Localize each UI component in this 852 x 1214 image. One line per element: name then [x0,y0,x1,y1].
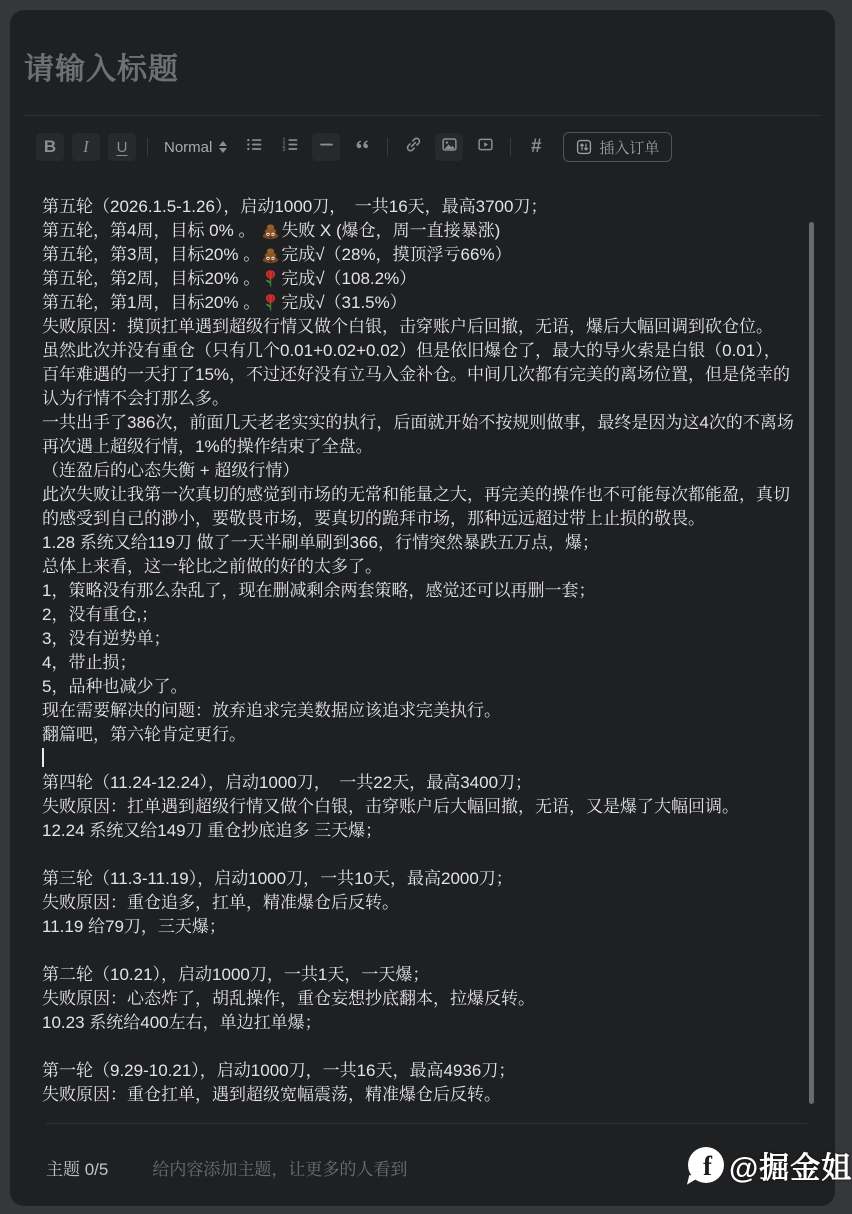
bullet-list-button[interactable] [240,133,268,161]
editor-line[interactable]: 翻篇吧，第六轮肯定更行。 [42,725,246,744]
editor-line[interactable]: 1.28 系统又给119刀 做了一天半刷单刷到366，行情突然暴跌五万点，爆； [42,533,599,552]
format-select[interactable] [164,139,227,156]
editor-line[interactable]: 3，没有逆势单； [42,629,171,648]
editor-line[interactable]: 第三轮（11.3-11.19），启动1000刀，一共10天，最高2000刀； [42,869,513,888]
editor-line[interactable]: 失败原因：摸顶扛单遇到超级行情又做个白银，击穿账户后回撤，无语，爆后大幅回调到砍仓位。 [42,317,773,336]
insert-order-button[interactable] [563,132,672,162]
editor-line[interactable]: 失败原因：心态炸了，胡乱操作，重仓妄想抄底翻本，拉爆反转。 [42,989,535,1008]
rose-emoji [261,269,280,288]
editor-line[interactable]: 第五轮，第4周，目标 0% 。 失败 X (爆仓，周一直接暴涨) [42,221,501,240]
horizontal-rule-icon [318,136,335,158]
title-input[interactable]: 请输入标题 [24,53,179,86]
blockquote-button[interactable] [348,133,376,161]
editor-line[interactable]: 10.23 系统给400左右，单边扛单爆； [42,1013,322,1032]
svg-text:1: 1 [282,137,286,144]
facebook-f-glyph: f [703,1151,712,1181]
horizontal-rule-button[interactable] [312,133,340,161]
toolbar [24,130,672,164]
svg-text:3: 3 [282,147,286,153]
italic-icon: I [83,137,89,156]
editor-line[interactable] [42,843,813,867]
editor-line[interactable] [42,1035,813,1059]
watermark-handle: @掘金姐 [729,1152,852,1185]
toolbar-separator [147,138,148,156]
editor-line[interactable] [42,747,813,771]
facebook-icon [688,1147,724,1183]
editor-line[interactable]: 失败原因：重仓追多，扛单，精准爆仓后反转。 [42,893,399,912]
editor-line[interactable]: 1，策略没有那么杂乱了，现在删减剩余两套策略，感觉还可以再删一套； [42,581,596,600]
editor-line[interactable]: 4，带止损； [42,653,137,672]
editor-line[interactable]: 第五轮，第2周，目标20% 。 完成√（108.2%） [42,269,417,288]
editor-line[interactable]: 失败原因：扛单遇到超级行情又做个白银，击穿账户后大幅回撤，无语，又是爆了大幅回调。 [42,797,739,816]
editor-line[interactable]: 现在需要解决的问题：放弃追求完美数据应该追求完美执行。 [42,701,501,720]
footer-divider [46,1123,807,1124]
format-select-value: Normal [164,138,213,156]
editor-line[interactable]: 第二轮（10.21），启动1000刀，一共1天，一天爆； [42,965,430,984]
editor-line[interactable]: 2，没有重仓,； [42,605,159,624]
editor-line[interactable]: 百年难遇的一天打了15%，不过还好没有立马入金补仓。中间几次都有完美的离场位置，但是侥幸的 [42,365,791,384]
editor-line[interactable]: 总体上来看，这一轮比之前做的好的太多了。 [42,557,382,576]
ordered-list-icon [282,136,299,158]
insert-order-icon [576,139,592,155]
editor-line[interactable]: 第四轮（11.24-12.24），启动1000刀， 一共22天，最高3400刀； [42,773,533,792]
blockquote-icon [354,136,371,158]
editor-line[interactable]: 此次失败让我第一次真切的感觉到市场的无常和能量之大，再完美的操作也不可能每次都能盈，真切 [42,485,790,504]
image-button[interactable] [435,133,463,161]
editor-line[interactable]: 再次遇上超级行情，1%的操作结束了全盘。 [42,437,373,456]
editor-scrollbar-thumb[interactable] [809,222,814,1104]
italic-button[interactable] [72,133,100,161]
underline-button[interactable] [108,133,136,161]
poop-emoji [261,245,280,264]
ordered-list-button[interactable] [276,133,304,161]
add-topic-button[interactable]: 给内容添加主题，让更多的人看到 [152,1160,408,1179]
link-icon [405,136,422,158]
svg-text:2: 2 [282,142,286,149]
video-icon [477,136,494,158]
editor-line[interactable]: 12.24 系统又给149刀 重仓抄底追多 三天爆； [42,821,383,840]
image-icon [441,136,458,158]
editor-card [10,10,835,1206]
editor-line[interactable]: 第五轮，第1周，目标20% 。 完成√（31.5%） [42,293,407,312]
bold-icon: B [43,137,57,156]
editor-body[interactable] [42,195,813,1136]
editor-line[interactable]: （连盈后的心态失衡 + 超级行情） [42,461,300,480]
footer [46,1155,407,1180]
editor-line[interactable]: 认为行情不会打那么多。 [42,389,229,408]
rose-emoji [261,293,280,312]
insert-order-label: 插入订单 [599,139,660,157]
video-button[interactable] [471,133,499,161]
editor-line[interactable]: 虽然此次并没有重仓（只有几个0.01+0.02+0.02）但是依旧爆仓了，最大的导火索是白银（0.01）， [42,341,781,360]
editor-line[interactable] [42,939,813,963]
editor-line[interactable]: 第五轮，第3周，目标20% 。 完成√（28%，摸顶浮亏66%） [42,245,512,264]
poop-emoji [261,221,280,240]
editor-line[interactable]: 一共出手了386次，前面几天老老实实的执行，后面就开始不按规则做事，最终是因为这4次的不离场 [42,413,794,432]
editor-line[interactable]: 的感受到自己的渺小，要敬畏市场，要真切的跪拜市场，那种远远超过带上止损的敬畏。 [42,509,705,528]
editor-line[interactable]: 5，品种也减少了。 [42,677,188,696]
editor-line[interactable]: 失败原因：重仓扛单，遇到超级宽幅震荡，精准爆仓后反转。 [42,1085,501,1104]
bullet-list-icon [246,136,263,158]
editor-line[interactable]: 11.19 给79刀，三天爆； [42,917,226,936]
topic-counter: 主题 0/5 [46,1160,109,1179]
bold-button[interactable] [36,133,64,161]
underline-icon: U [116,138,128,156]
toolbar-separator [510,138,511,156]
hash-icon: # [531,136,542,157]
format-dropdown-arrows-icon [219,141,227,153]
title-divider [24,115,821,116]
watermark [688,1143,852,1187]
toolbar-separator [387,138,388,156]
editor-line[interactable]: 第五轮（2026.1.5-1.26），启动1000刀， 一共16天，最高3700刀； [42,197,548,216]
text-cursor [42,748,44,767]
link-button[interactable] [399,133,427,161]
hash-topic-button[interactable] [522,133,550,161]
editor-line[interactable]: 第一轮（9.29-10.21），启动1000刀，一共16天，最高4936刀； [42,1061,516,1080]
